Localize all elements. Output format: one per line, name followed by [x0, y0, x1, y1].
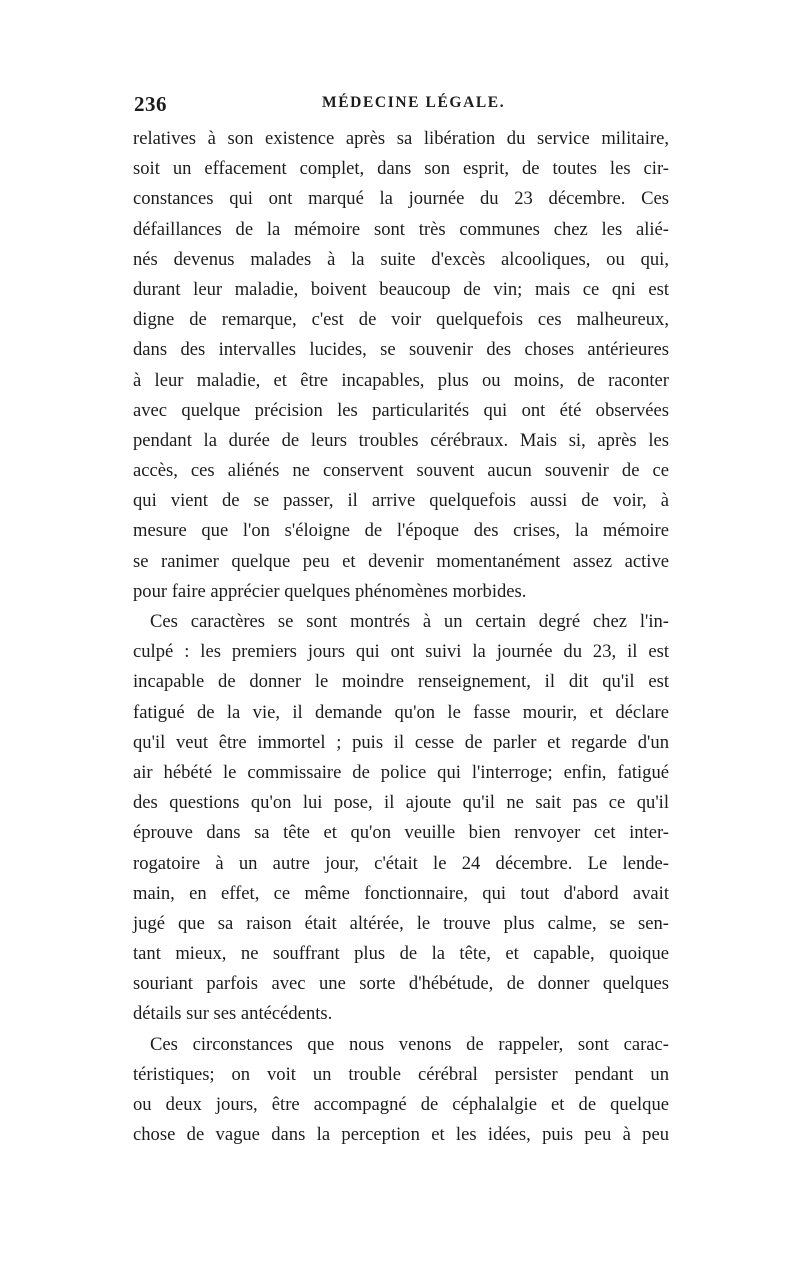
- text-line: qu'il veut être immortel ; puis il cesse de parler et regarde d'un: [133, 731, 669, 753]
- text-line: fatigué de la vie, il demande qu'on le fasse mourir, et déclare: [133, 701, 669, 723]
- text-line: relatives à son existence après sa libération du service militaire,: [133, 128, 669, 149]
- text-line: culpé : les premiers jours qui ont suivi la journée du 23, il est: [133, 641, 669, 663]
- paragraph-start-line: Ces circonstances que nous venons de rappeler, sont carac-: [150, 1033, 669, 1055]
- text-line: tant mieux, ne souffrant plus de la tête, et capable, quoique: [133, 943, 669, 965]
- text-line: rogatoire à un autre jour, c'était le 24 décembre. Le lende-: [133, 852, 669, 874]
- body-text: [133, 124, 669, 1150]
- running-head: MÉDECINE LÉGALE.: [322, 94, 506, 111]
- text-line: dans des intervalles lucides, se souvenir des choses antérieures: [133, 339, 669, 361]
- paragraph-end-line: détails sur ses antécédents.: [133, 1003, 333, 1025]
- text-line: mesure que l'on s'éloigne de l'époque des crises, la mémoire: [133, 520, 669, 542]
- text-line: téristiques; on voit un trouble cérébral persister pendant un: [133, 1063, 669, 1085]
- text-line: air hébété le commissaire de police qui l'interroge; enfin, fatigué: [133, 761, 669, 783]
- text-line: main, en effet, ce même fonctionnaire, qui tout d'abord avait: [133, 882, 669, 904]
- text-line: défaillances de la mémoire sont très communes chez les alié-: [133, 218, 669, 240]
- text-line: nés devenus malades à la suite d'excès alcooliques, ou qui,: [133, 248, 669, 270]
- text-line: chose de vague dans la perception et les idées, puis peu à peu: [133, 1124, 669, 1146]
- text-line: incapable de donner le moindre renseignement, il dit qu'il est: [133, 671, 669, 693]
- text-line: à leur maladie, et être incapables, plus ou moins, de raconter: [133, 369, 669, 391]
- text-line: constances qui ont marqué la journée du 23 décembre. Ces: [133, 188, 669, 210]
- page-number: 236: [134, 92, 167, 116]
- text-line: pendant la durée de leurs troubles cérébraux. Mais si, après les: [133, 429, 669, 451]
- page-header: [134, 92, 670, 122]
- text-line: des questions qu'on lui pose, il ajoute qu'il ne sait pas ce qu'il: [133, 792, 669, 814]
- text-line: jugé que sa raison était altérée, le trouve plus calme, se sen-: [133, 912, 669, 934]
- text-line: se ranimer quelque peu et devenir momentanément assez active: [133, 550, 669, 572]
- text-line: durant leur maladie, boivent beaucoup de vin; mais ce qni est: [133, 278, 669, 300]
- paragraph-start-line: Ces caractères se sont montrés à un certain degré chez l'in-: [150, 611, 669, 632]
- text-line: avec quelque précision les particularités qui ont été observées: [133, 399, 669, 421]
- text-line: soit un effacement complet, dans son esprit, de toutes les cir-: [133, 158, 669, 180]
- text-line: accès, ces aliénés ne conservent souvent aucun souvenir de ce: [133, 460, 669, 482]
- text-line: digne de remarque, c'est de voir quelquefois ces malheureux,: [133, 309, 669, 331]
- paragraph-end-line: pour faire apprécier quelques phénomènes morbides.: [133, 580, 527, 602]
- text-line: qui vient de se passer, il arrive quelquefois aussi de voir, à: [133, 490, 669, 512]
- text-line: ou deux jours, être accompagné de céphalalgie et de quelque: [133, 1094, 669, 1115]
- text-line: éprouve dans sa tête et qu'on veuille bien renvoyer cet inter-: [133, 822, 669, 844]
- text-line: souriant parfois avec une sorte d'hébétude, de donner quelques: [133, 973, 669, 995]
